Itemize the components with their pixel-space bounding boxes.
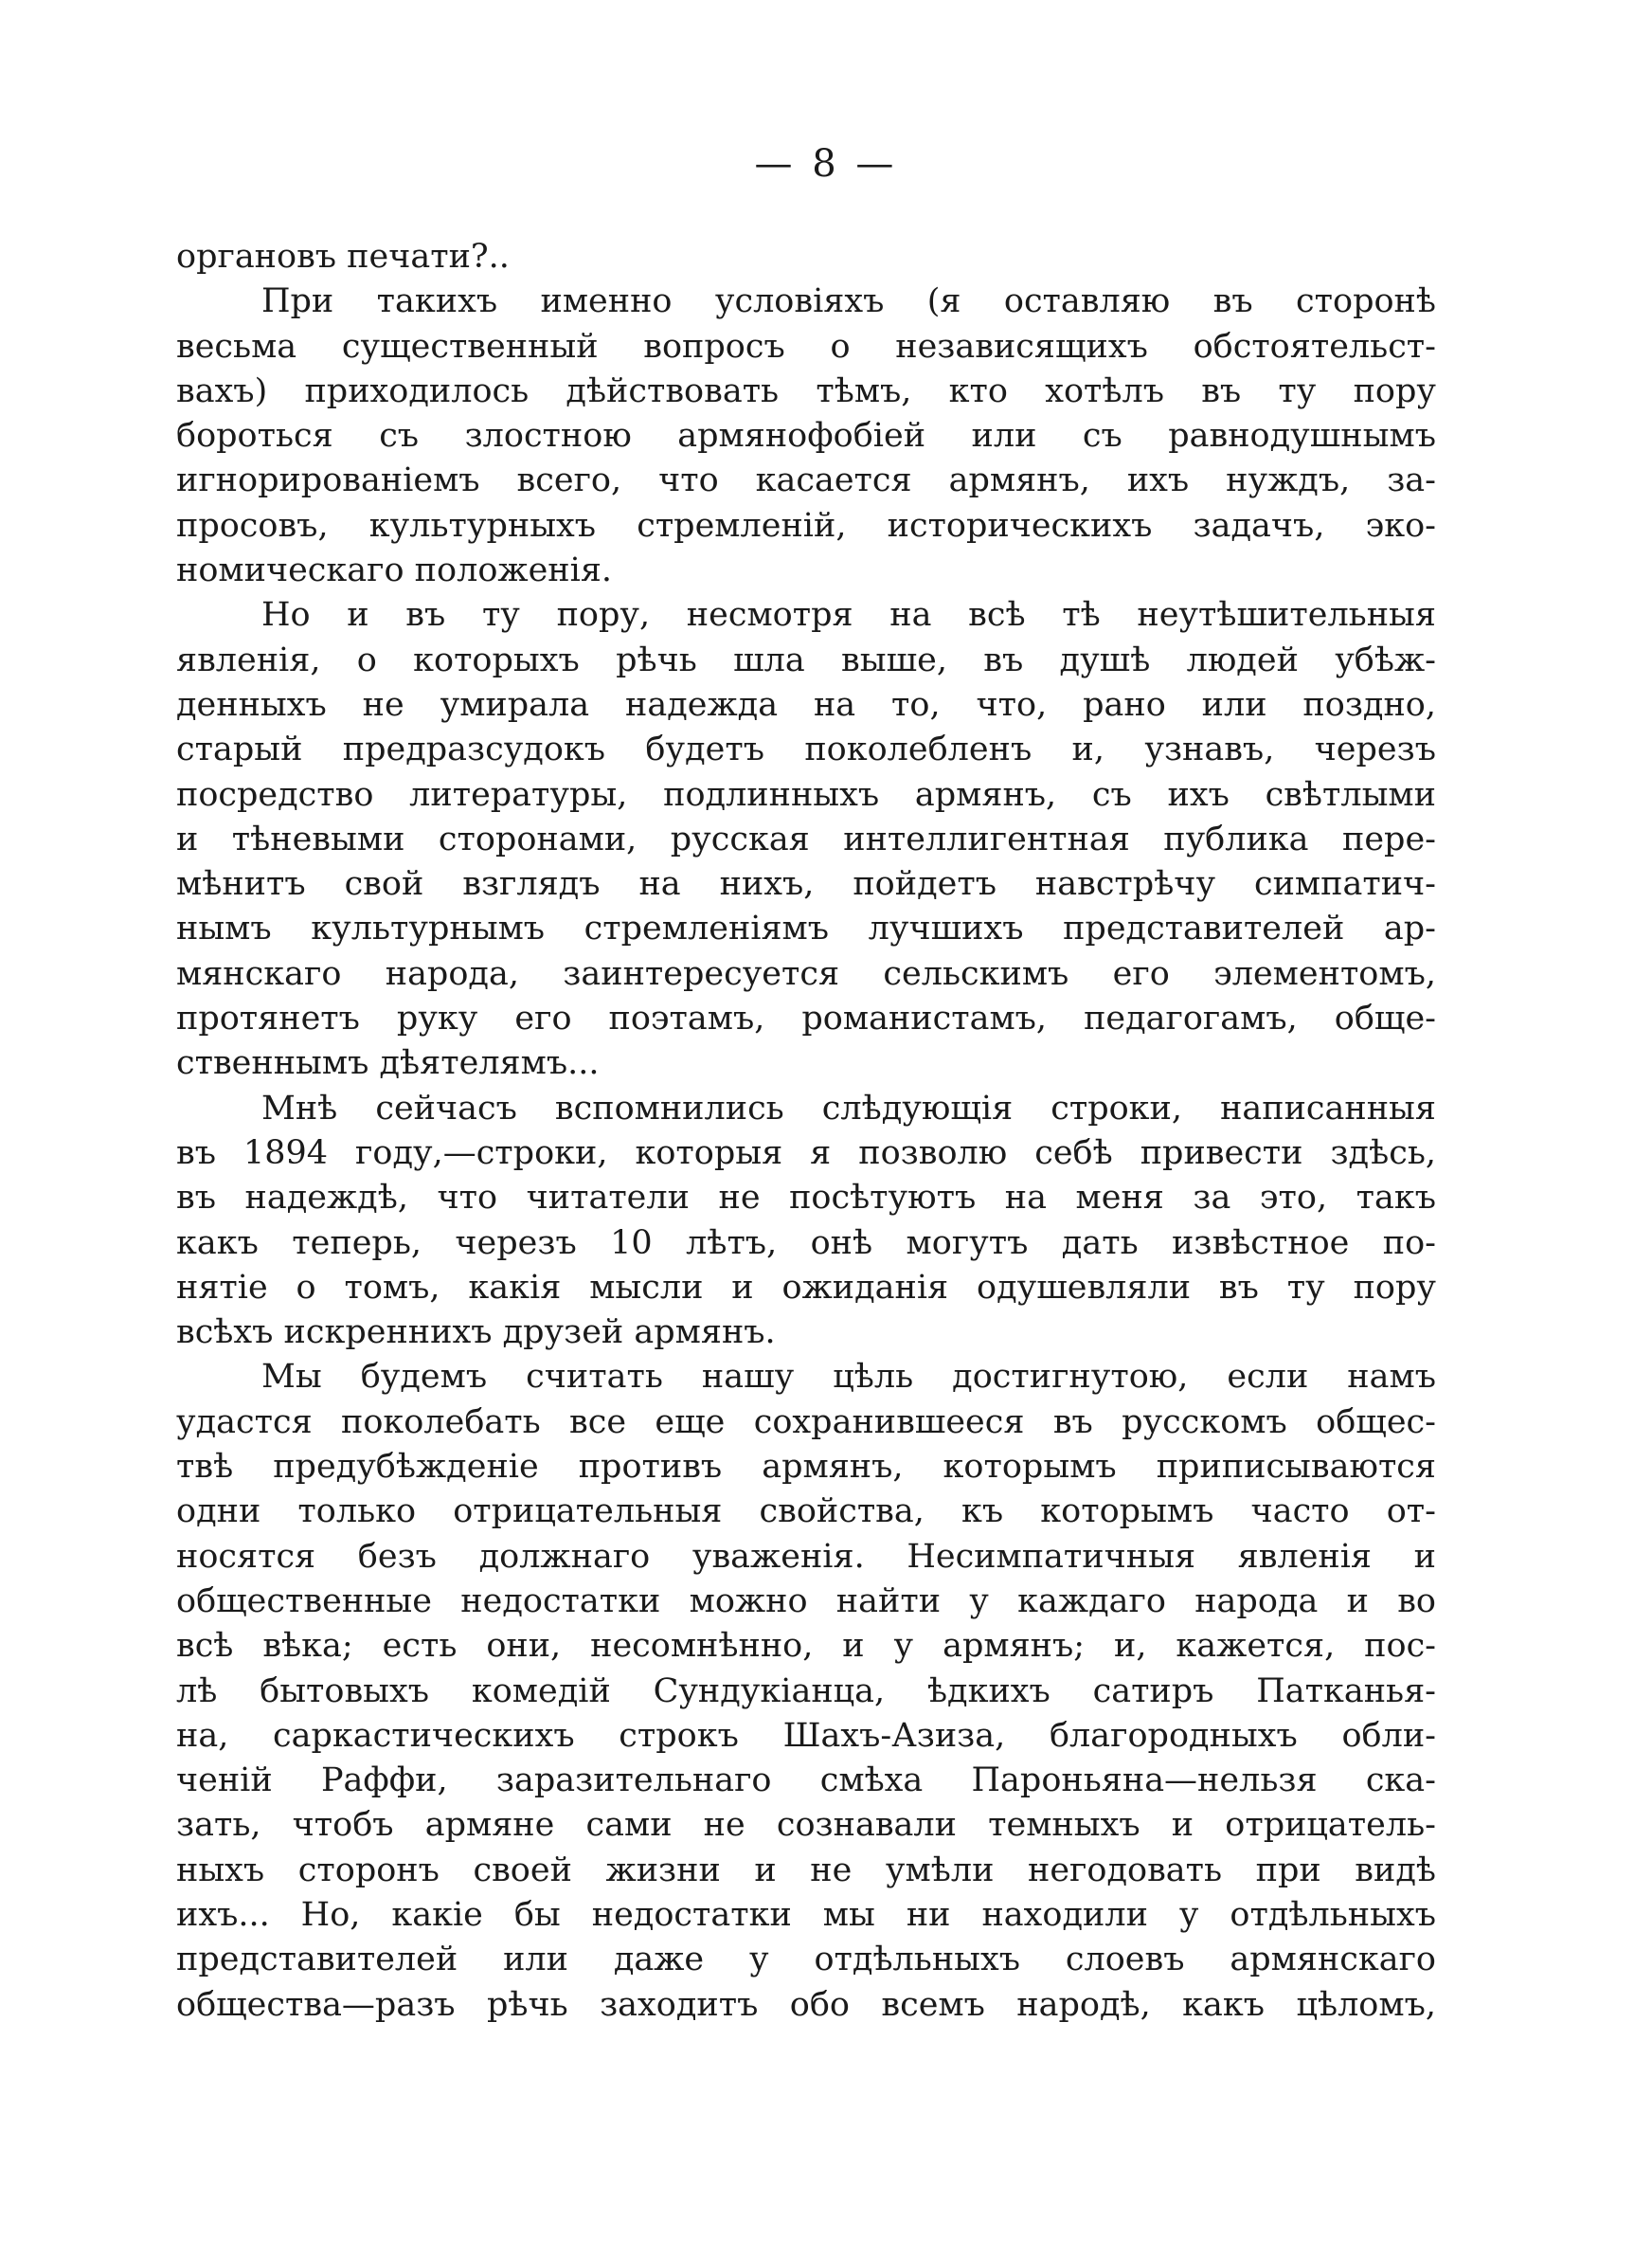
text-line: зать, чтобъ армяне сами не сознавали темныхъ и отрицатель-: [176, 1806, 1436, 1845]
text-line: Мнѣ сейчасъ вспомнились слѣдующія строки, написанныя: [261, 1089, 1436, 1128]
text-line: ихъ... Но, какіе бы недостатки мы ни находили у отдѣльныхъ: [176, 1895, 1436, 1934]
text-line: посредство литературы, подлинныхъ армянъ, съ ихъ свѣтлыми: [176, 775, 1436, 814]
text-line: ственнымъ дѣятелямъ...: [176, 1044, 600, 1083]
text-line: старый предразсудокъ будетъ поколебленъ и, узнавъ, черезъ: [176, 731, 1436, 769]
text-line: явленія, о которыхъ рѣчь шла выше, въ душѣ людей убѣж-: [176, 641, 1436, 679]
text-line: носятся безъ должнаго уваженія. Несимпатичныя явленія и: [176, 1537, 1436, 1576]
text-line: бороться съ злостною армянофобіей или съ равнодушнымъ: [176, 417, 1436, 456]
text-line: всѣхъ искреннихъ друзей армянъ.: [176, 1313, 776, 1352]
text-line: одни только отрицательныя свойства, къ которымъ часто от-: [176, 1492, 1436, 1531]
text-line: просовъ, культурныхъ стремленій, историческихъ задачъ, эко-: [176, 506, 1436, 545]
text-line: номическаго положенія.: [176, 551, 613, 590]
text-line: въ 1894 году,—строки, которыя я позволю себѣ привести здѣсь,: [176, 1133, 1436, 1172]
text-line: какъ теперь, черезъ 10 лѣтъ, онѣ могутъ дать извѣстное по-: [176, 1223, 1436, 1262]
text-line: органовъ печати?..: [176, 238, 510, 276]
text-line: всѣ вѣка; есть они, несомнѣнно, и у армянъ; и, кажется, пос-: [176, 1627, 1436, 1666]
text-line: представителей или даже у отдѣльныхъ слоевъ армянскаго: [176, 1941, 1436, 1979]
text-line: общества—разъ рѣчь заходитъ обо всемъ народѣ, какъ цѣломъ,: [176, 1985, 1436, 2024]
text-line: Но и въ ту пору, несмотря на всѣ тѣ неутѣшительныя: [261, 596, 1436, 635]
text-line: общественные недостатки можно найти у каждаго народа и во: [176, 1581, 1436, 1620]
text-line: мянскаго народа, заинтересуется сельскимъ его элементомъ,: [176, 954, 1436, 993]
text-line: При такихъ именно условіяхъ (я оставляю въ сторонѣ: [261, 282, 1436, 321]
text-line: ныхъ сторонъ своей жизни и не умѣли негодовать при видѣ: [176, 1851, 1436, 1889]
text-line: денныхъ не умирала надежда на то, что, рано или поздно,: [176, 685, 1436, 724]
text-line: вахъ) приходилось дѣйствовать тѣмъ, кто хотѣлъ въ ту пору: [176, 371, 1436, 410]
text-line: лѣ бытовыхъ комедій Сундукіанца, ѣдкихъ сатиръ Патканья-: [176, 1671, 1436, 1710]
text-line: нымъ культурнымъ стремленіямъ лучшихъ представителей ар-: [176, 910, 1436, 948]
text-line: нятіе о томъ, какія мысли и ожиданія одушевляли въ ту пору: [176, 1268, 1436, 1307]
text-line: удастся поколебать все еще сохранившееся въ русскомъ общес-: [176, 1402, 1436, 1441]
body-text: [176, 235, 1436, 2028]
text-line: на, саркастическихъ строкъ Шахъ-Азиза, благородныхъ обли-: [176, 1716, 1436, 1755]
text-line: протянетъ руку его поэтамъ, романистамъ, педагогамъ, обще-: [176, 1000, 1436, 1038]
text-line: твѣ предубѣжденіе противъ армянъ, которымъ приписываются: [176, 1448, 1436, 1487]
text-line: въ надеждѣ, что читатели не посѣтуютъ на меня за это, такъ: [176, 1179, 1436, 1218]
text-line: и тѣневыми сторонами, русская интеллигентная публика пере-: [176, 820, 1436, 858]
text-line: ченій Раффи, заразительнаго смѣха Пароньяна—нельзя ска-: [176, 1761, 1436, 1800]
page-number: — 8 —: [754, 142, 898, 186]
text-line: мѣнитъ свой взглядъ на нихъ, пойдетъ навстрѣчу симпатич-: [176, 865, 1436, 904]
text-line: Мы будемъ считать нашу цѣль достигнутою, если намъ: [261, 1358, 1436, 1397]
text-line: игнорированіемъ всего, что касается армянъ, ихъ нуждъ, за-: [176, 461, 1436, 500]
text-line: весьма существенный вопросъ о независящихъ обстоятельст-: [176, 327, 1436, 366]
